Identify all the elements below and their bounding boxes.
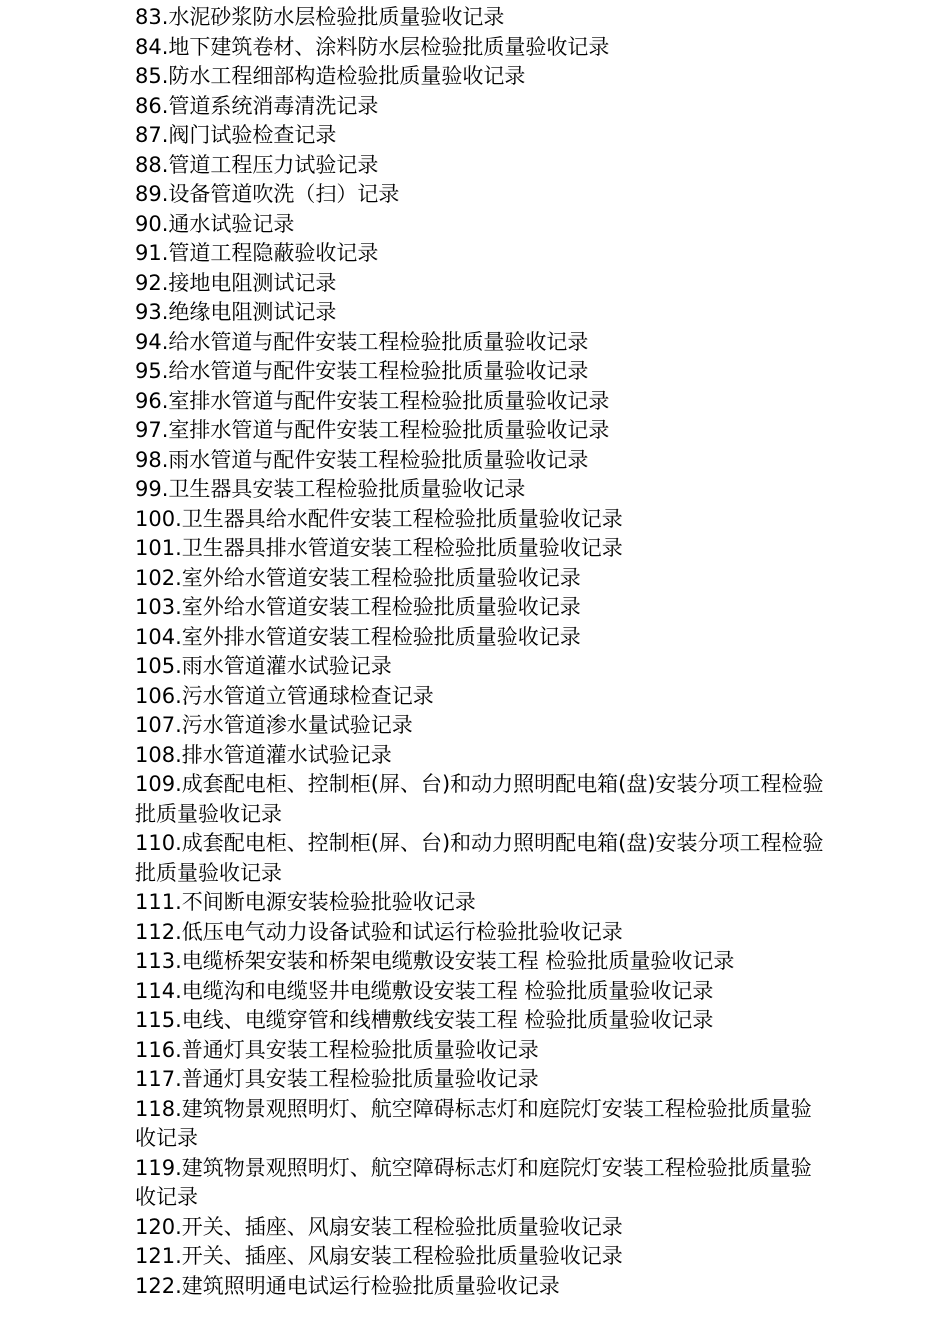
list-item: 98.雨水管道与配件安装工程检验批质量验收记录 bbox=[135, 447, 589, 472]
list-item: 102.室外给水管道安装工程检验批质量验收记录 bbox=[135, 565, 581, 590]
list-item: 112.低压电气动力设备试验和试运行检验批验收记录 bbox=[135, 919, 623, 944]
list-item: 95.给水管道与配件安装工程检验批质量验收记录 bbox=[135, 359, 589, 383]
list-item: 87.阀门试验检查记录 bbox=[135, 123, 337, 147]
list-item: 114.电缆沟和电缆竖井电缆敷设安装工程 检验批质量验收记录 bbox=[135, 978, 714, 1003]
record-list bbox=[135, 3, 825, 1301]
list-item: 110.成套配电柜、控制柜(屏、台)和动力照明配电箱(盘)安装分项工程检验批质量验收记录 bbox=[135, 831, 824, 885]
list-item: 92.接地电阻测试记录 bbox=[135, 270, 337, 295]
list-item: 105.雨水管道灌水试验记录 bbox=[135, 654, 392, 678]
document-page bbox=[135, 3, 825, 1301]
list-item: 100.卫生器具给水配件安装工程检验批质量验收记录 bbox=[135, 506, 623, 531]
list-item: 88.管道工程压力试验记录 bbox=[135, 152, 379, 177]
list-item: 91.管道工程隐蔽验收记录 bbox=[135, 241, 379, 265]
list-item: 86.管道系统消毒清洗记录 bbox=[135, 93, 379, 118]
list-item: 96.室排水管道与配件安装工程检验批质量验收记录 bbox=[135, 388, 610, 413]
list-item: 93.绝缘电阻测试记录 bbox=[135, 300, 337, 324]
list-item: 85.防水工程细部构造检验批质量验收记录 bbox=[135, 64, 526, 88]
list-item: 104.室外排水管道安装工程检验批质量验收记录 bbox=[135, 624, 581, 649]
list-item: 122.建筑照明通电试运行检验批质量验收记录 bbox=[135, 1273, 560, 1298]
list-item: 90.通水试验记录 bbox=[135, 211, 295, 236]
list-item: 106.污水管道立管通球检查记录 bbox=[135, 683, 434, 708]
list-item: 84.地下建筑卷材、涂料防水层检验批质量验收记录 bbox=[135, 34, 610, 59]
list-item: 119.建筑物景观照明灯、航空障碍标志灯和庭院灯安装工程检验批质量验收记录 bbox=[135, 1155, 812, 1209]
list-item: 113.电缆桥架安装和桥架电缆敷设安装工程 检验批质量验收记录 bbox=[135, 949, 735, 973]
list-item: 97.室排水管道与配件安装工程检验批质量验收记录 bbox=[135, 418, 610, 442]
list-item: 120.开关、插座、风扇安装工程检验批质量验收记录 bbox=[135, 1214, 623, 1239]
list-item: 116.普通灯具安装工程检验批质量验收记录 bbox=[135, 1037, 539, 1062]
list-item: 121.开关、插座、风扇安装工程检验批质量验收记录 bbox=[135, 1244, 623, 1268]
list-item: 107.污水管道渗水量试验记录 bbox=[135, 713, 413, 737]
list-item: 109.成套配电柜、控制柜(屏、台)和动力照明配电箱(盘)安装分项工程检验批质量验收记录 bbox=[135, 772, 824, 826]
list-item: 118.建筑物景观照明灯、航空障碍标志灯和庭院灯安装工程检验批质量验收记录 bbox=[135, 1096, 812, 1150]
list-item: 99.卫生器具安装工程检验批质量验收记录 bbox=[135, 477, 526, 501]
list-item: 103.室外给水管道安装工程检验批质量验收记录 bbox=[135, 595, 581, 619]
list-item: 83.水泥砂浆防水层检验批质量验收记录 bbox=[135, 5, 505, 29]
list-item: 108.排水管道灌水试验记录 bbox=[135, 742, 392, 767]
list-item: 94.给水管道与配件安装工程检验批质量验收记录 bbox=[135, 329, 589, 354]
list-item: 111.不间断电源安装检验批验收记录 bbox=[135, 890, 476, 914]
list-item: 115.电线、电缆穿管和线槽敷线安装工程 检验批质量验收记录 bbox=[135, 1008, 714, 1032]
list-item: 89.设备管道吹洗（扫）记录 bbox=[135, 182, 400, 206]
list-item: 101.卫生器具排水管道安装工程检验批质量验收记录 bbox=[135, 536, 623, 560]
list-item: 117.普通灯具安装工程检验批质量验收记录 bbox=[135, 1067, 539, 1091]
